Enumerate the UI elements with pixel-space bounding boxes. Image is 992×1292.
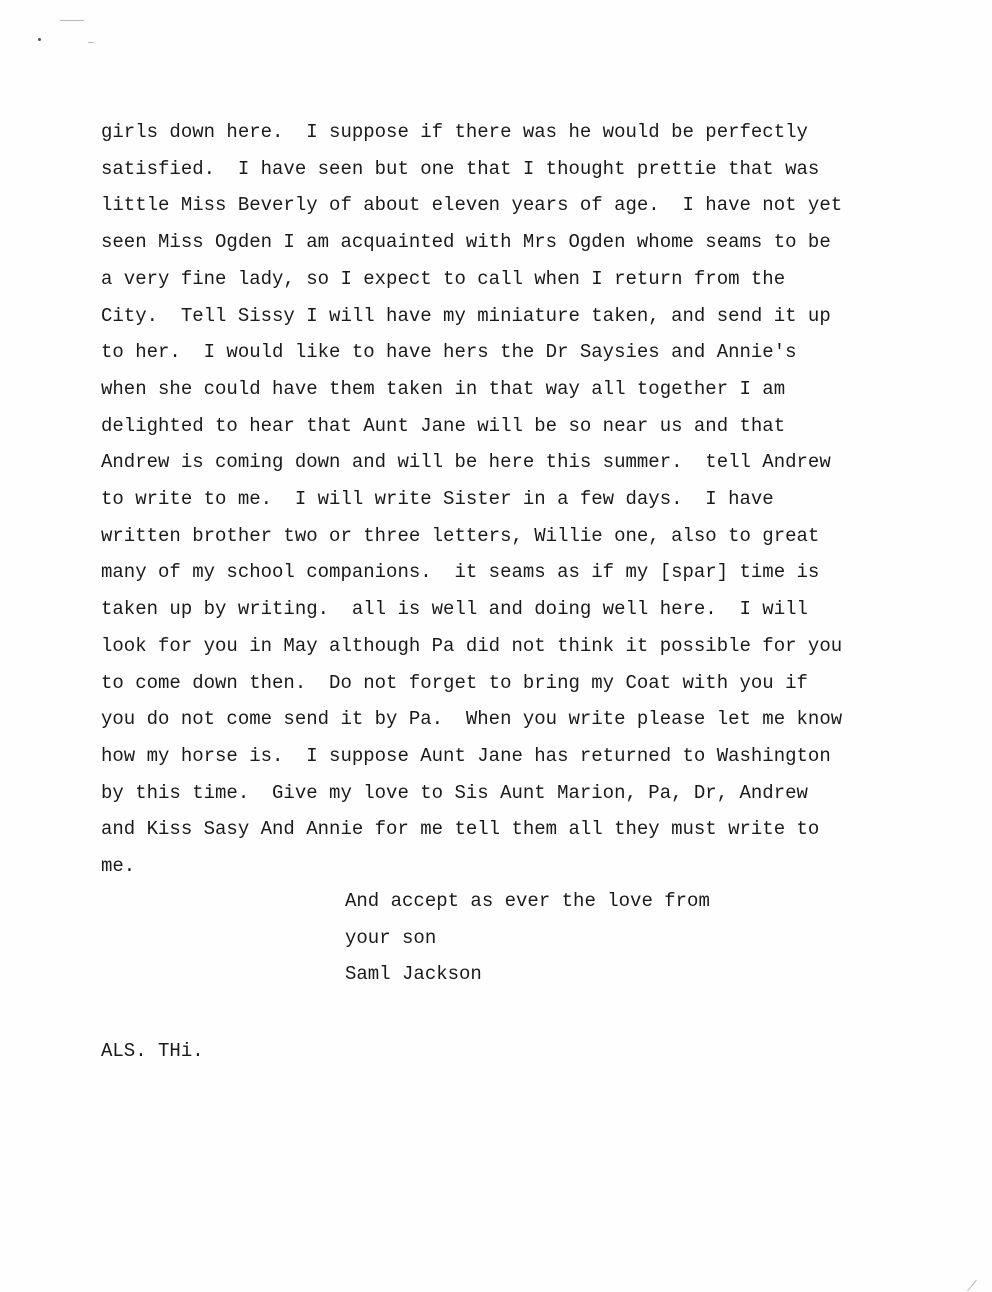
letter-line: satisfied. I have seen but one that I thought prettie that was <box>101 157 820 180</box>
letter-line: little Miss Beverly of about eleven years of age. I have not yet <box>101 194 843 217</box>
signature: Saml Jackson <box>345 963 482 986</box>
closing-line: your son <box>345 926 437 949</box>
letter-line: to write to me. I will write Sister in a few days. I have <box>101 488 774 511</box>
letter-line: and Kiss Sasy And Annie for me tell them all they must write to <box>101 818 820 841</box>
letter-line: taken up by writing. all is well and doing well here. I will <box>101 598 808 621</box>
letter-line: a very fine lady, so I expect to call when I return from the <box>101 267 786 290</box>
letter-line: to her. I would like to have hers the Dr Saysies and Annie's <box>101 341 797 364</box>
closing-line: And accept as ever the love from <box>345 890 710 912</box>
letter-line: to come down then. Do not forget to bring my Coat with you if <box>101 671 808 694</box>
letter-line: Andrew is coming down and will be here this summer. tell Andrew <box>101 451 831 474</box>
letter-line: when she could have them taken in that way all together I am <box>101 377 786 400</box>
letter-line: girls down here. I suppose if there was he would be perfectly <box>101 121 808 143</box>
letter-line: by this time. Give my love to Sis Aunt Marion, Pa, Dr, Andrew <box>101 781 808 804</box>
letter-line: seen Miss Ogden I am acquainted with Mrs Ogden whome seams to be <box>101 231 831 254</box>
letter-line: delighted to hear that Aunt Jane will be so near us and that <box>101 414 786 437</box>
scan-speck <box>38 38 41 41</box>
scan-smudge <box>967 1280 977 1291</box>
scan-smudge <box>88 42 94 43</box>
letter-line: many of my school companions. it seams as if my [spar] time is <box>101 561 820 584</box>
letter-body <box>101 114 961 885</box>
letter-line: me. <box>101 855 136 878</box>
letter-line: City. Tell Sissy I will have my miniature taken, and send it up <box>101 304 831 327</box>
scan-smudge <box>60 20 84 21</box>
source-note: ALS. THi. <box>101 1040 204 1062</box>
letter-closing <box>345 883 710 993</box>
letter-line: look for you in May although Pa did not think it possible for you <box>101 634 843 657</box>
letter-line: written brother two or three letters, Willie one, also to great <box>101 524 820 547</box>
letter-line: you do not come send it by Pa. When you write please let me know <box>101 708 843 731</box>
letter-line: how my horse is. I suppose Aunt Jane has returned to Washington <box>101 744 831 767</box>
